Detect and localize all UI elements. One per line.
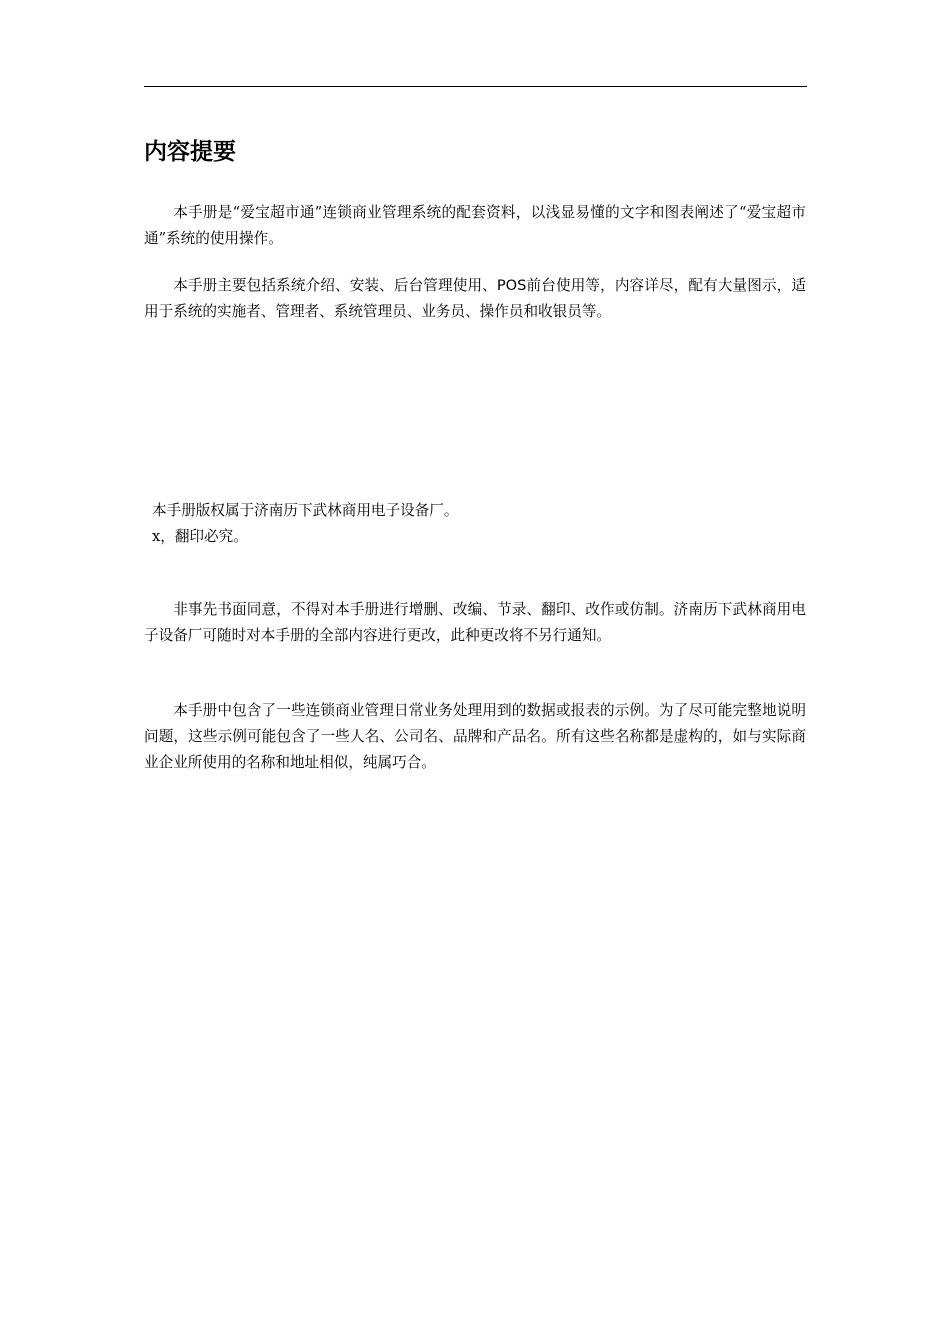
- intro-paragraph-2-part-1: 本手册主要包括系统介绍、安装、后台管理使用、: [173, 277, 497, 294]
- disclaimer-paragraph: 本手册中包含了一些连锁商业管理日常业务处理用到的数据或报表的示例。为了尽可能完整地说明问题，这些示例可能包含了一些人名、公司名、品牌和产品名。所有这些名称都是虚构的，如与实际商业企业所使用的名称和地址相似，纯属巧合。: [144, 702, 806, 771]
- copyright-line-1: 本手册版权属于济南历下武林商用电子设备厂。: [152, 502, 459, 519]
- copyright-notice: [152, 498, 752, 550]
- notice-paragraph: 非事先书面同意，不得对本手册进行增删、改编、节录、翻印、改作或仿制。济南历下武林商用电子设备厂可随时对本手册的全部内容进行更改，此种更改将不另行通知。: [144, 601, 806, 644]
- intro-paragraph-1: 本手册是“爱宝超市通”连锁商业管理系统的配套资料，以浅显易懂的文字和图表阐述了“爱宝超市通”系统的使用操作。: [144, 204, 806, 247]
- copyright-line-2: x，翻印必究。: [152, 528, 248, 545]
- header-rule: [144, 86, 807, 87]
- intro-paragraph-2: [144, 273, 806, 325]
- intro-paragraph-2-part-2: 前台使用等，内容详尽，配有大量图示，适用于系统的实施者、管理者、系统管理员、业务员、操作员和收银员等。: [144, 277, 806, 320]
- page-title: 内容提要: [144, 139, 236, 165]
- pos-term: POS: [496, 277, 527, 294]
